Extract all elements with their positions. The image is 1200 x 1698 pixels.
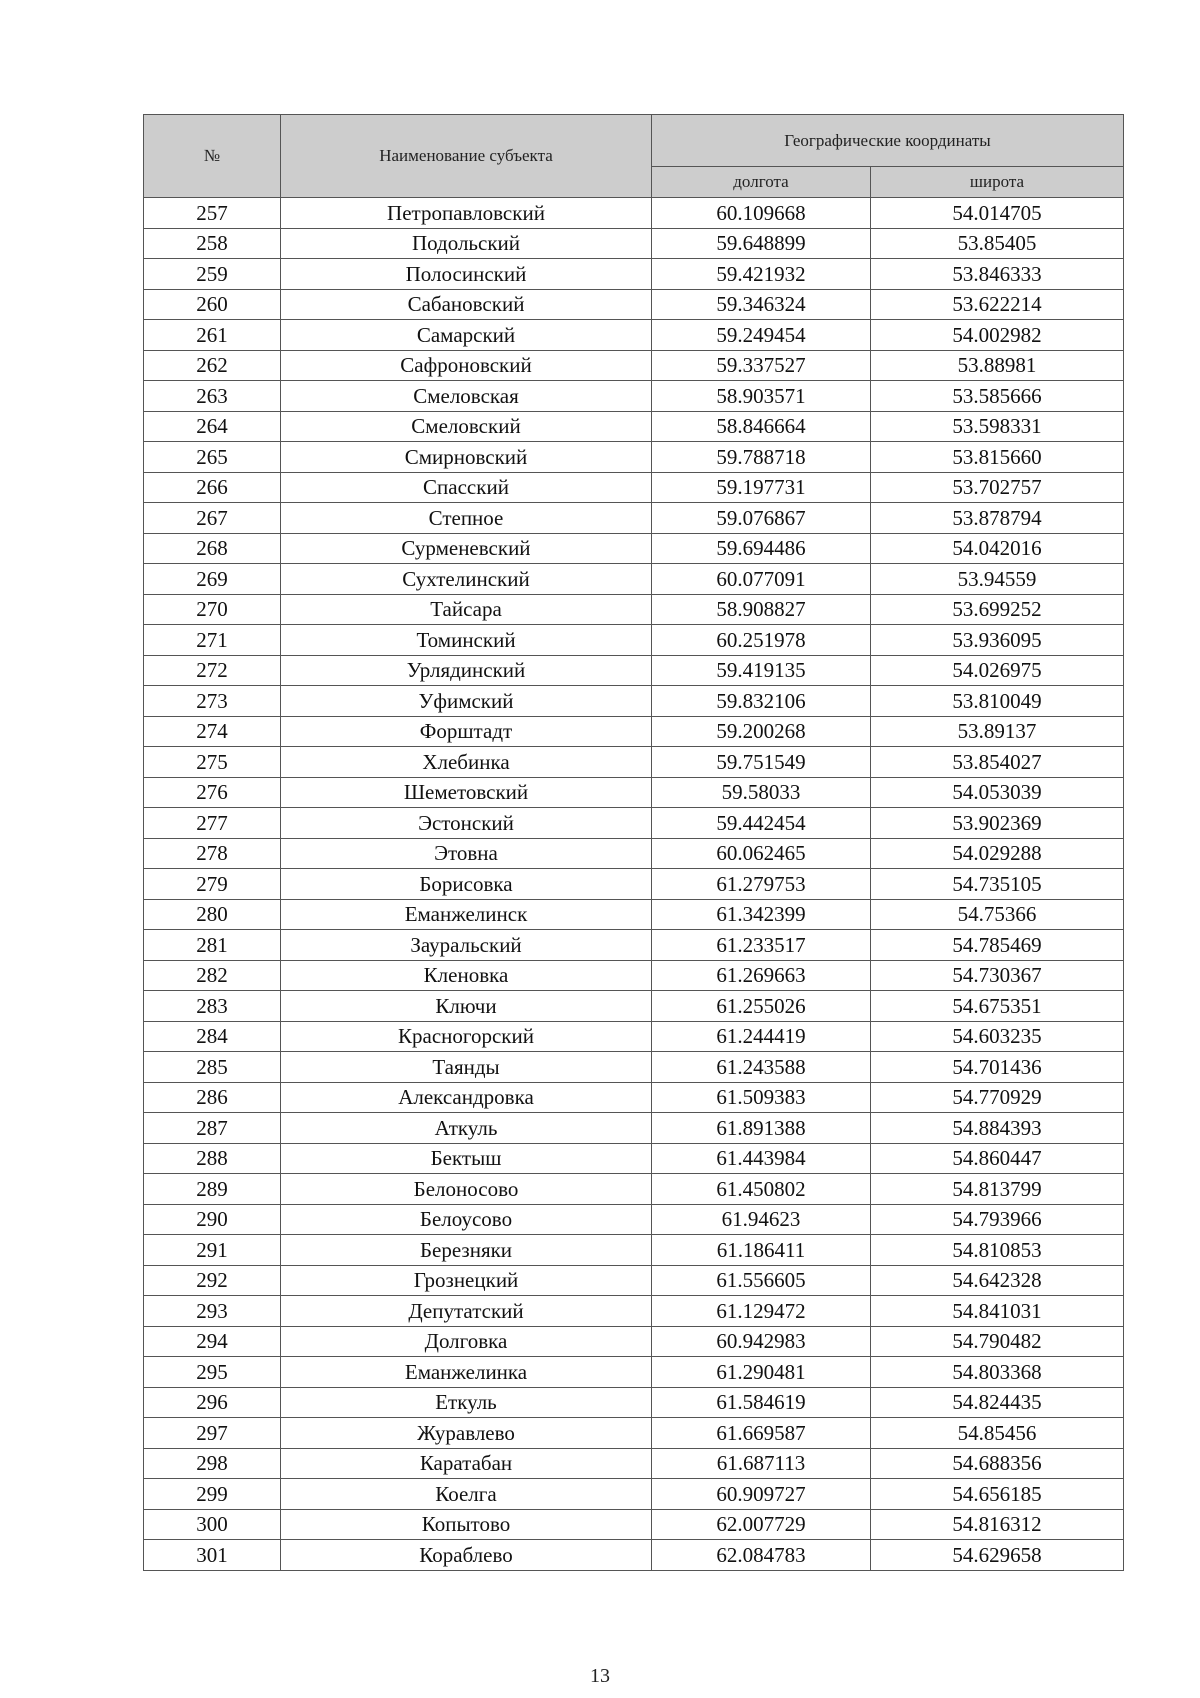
cell-latitude: 53.699252 — [871, 594, 1124, 625]
table-row — [144, 1540, 1124, 1571]
cell-number: 265 — [144, 442, 281, 473]
table-body — [144, 198, 1124, 1571]
cell-name: Таянды — [281, 1052, 652, 1083]
cell-latitude: 54.810853 — [871, 1235, 1124, 1266]
cell-longitude: 61.342399 — [652, 899, 871, 930]
cell-number: 294 — [144, 1326, 281, 1357]
cell-latitude: 53.936095 — [871, 625, 1124, 656]
cell-latitude: 54.813799 — [871, 1174, 1124, 1205]
table-row — [144, 289, 1124, 320]
table-row — [144, 930, 1124, 961]
table-row — [144, 716, 1124, 747]
cell-longitude: 61.186411 — [652, 1235, 871, 1266]
cell-name: Шеметовский — [281, 777, 652, 808]
header-name: Наименование субъекта — [281, 115, 652, 198]
table-row — [144, 1418, 1124, 1449]
table-row — [144, 991, 1124, 1022]
cell-latitude: 54.790482 — [871, 1326, 1124, 1357]
cell-number: 289 — [144, 1174, 281, 1205]
cell-latitude: 54.803368 — [871, 1357, 1124, 1388]
cell-number: 301 — [144, 1540, 281, 1571]
cell-name: Долговка — [281, 1326, 652, 1357]
cell-name: Журавлево — [281, 1418, 652, 1449]
cell-latitude: 54.002982 — [871, 320, 1124, 351]
header-latitude: широта — [871, 167, 1124, 198]
cell-name: Смеловская — [281, 381, 652, 412]
cell-name: Кленовка — [281, 960, 652, 991]
cell-latitude: 53.846333 — [871, 259, 1124, 290]
cell-name: Бектыш — [281, 1143, 652, 1174]
cell-name: Сабановский — [281, 289, 652, 320]
cell-latitude: 54.014705 — [871, 198, 1124, 229]
cell-name: Копытово — [281, 1509, 652, 1540]
table-row — [144, 381, 1124, 412]
cell-longitude: 61.891388 — [652, 1113, 871, 1144]
table-row — [144, 1082, 1124, 1113]
table-row — [144, 1448, 1124, 1479]
table-row — [144, 411, 1124, 442]
cell-longitude: 59.076867 — [652, 503, 871, 534]
cell-longitude: 59.419135 — [652, 655, 871, 686]
cell-number: 261 — [144, 320, 281, 351]
cell-name: Степное — [281, 503, 652, 534]
cell-name: Грознецкий — [281, 1265, 652, 1296]
cell-latitude: 53.88981 — [871, 350, 1124, 381]
table-row — [144, 1357, 1124, 1388]
cell-latitude: 54.860447 — [871, 1143, 1124, 1174]
cell-number: 266 — [144, 472, 281, 503]
cell-longitude: 60.109668 — [652, 198, 871, 229]
cell-number: 264 — [144, 411, 281, 442]
table-row — [144, 1509, 1124, 1540]
cell-longitude: 59.694486 — [652, 533, 871, 564]
cell-name: Борисовка — [281, 869, 652, 900]
table-row — [144, 350, 1124, 381]
cell-name: Эстонский — [281, 808, 652, 839]
cell-number: 258 — [144, 228, 281, 259]
cell-longitude: 60.942983 — [652, 1326, 871, 1357]
cell-longitude: 61.279753 — [652, 869, 871, 900]
cell-name: Сухтелинский — [281, 564, 652, 595]
table-row — [144, 960, 1124, 991]
cell-longitude: 60.077091 — [652, 564, 871, 595]
cell-number: 270 — [144, 594, 281, 625]
cell-longitude: 61.233517 — [652, 930, 871, 961]
table-row — [144, 503, 1124, 534]
cell-number: 285 — [144, 1052, 281, 1083]
cell-number: 297 — [144, 1418, 281, 1449]
cell-latitude: 53.815660 — [871, 442, 1124, 473]
cell-longitude: 59.442454 — [652, 808, 871, 839]
table-row — [144, 808, 1124, 839]
table-row — [144, 777, 1124, 808]
cell-number: 295 — [144, 1357, 281, 1388]
table-row — [144, 320, 1124, 351]
cell-longitude: 61.687113 — [652, 1448, 871, 1479]
table-row — [144, 533, 1124, 564]
cell-number: 278 — [144, 838, 281, 869]
cell-longitude: 58.903571 — [652, 381, 871, 412]
table-row — [144, 472, 1124, 503]
cell-name: Томинский — [281, 625, 652, 656]
cell-latitude: 53.810049 — [871, 686, 1124, 717]
table-row — [144, 228, 1124, 259]
cell-longitude: 62.084783 — [652, 1540, 871, 1571]
cell-number: 283 — [144, 991, 281, 1022]
cell-name: Белоусово — [281, 1204, 652, 1235]
cell-longitude: 60.909727 — [652, 1479, 871, 1510]
cell-longitude: 59.788718 — [652, 442, 871, 473]
coordinates-table — [143, 114, 1124, 1571]
table-row — [144, 1296, 1124, 1327]
cell-latitude: 54.026975 — [871, 655, 1124, 686]
cell-latitude: 54.701436 — [871, 1052, 1124, 1083]
cell-longitude: 62.007729 — [652, 1509, 871, 1540]
cell-number: 271 — [144, 625, 281, 656]
cell-name: Еманжелинка — [281, 1357, 652, 1388]
cell-latitude: 53.598331 — [871, 411, 1124, 442]
cell-name: Спасский — [281, 472, 652, 503]
cell-name: Уфимский — [281, 686, 652, 717]
cell-latitude: 53.585666 — [871, 381, 1124, 412]
cell-number: 287 — [144, 1113, 281, 1144]
cell-number: 282 — [144, 960, 281, 991]
cell-longitude: 59.346324 — [652, 289, 871, 320]
cell-number: 291 — [144, 1235, 281, 1266]
cell-number: 300 — [144, 1509, 281, 1540]
cell-name: Каратабан — [281, 1448, 652, 1479]
header-number: № — [144, 115, 281, 198]
cell-longitude: 61.669587 — [652, 1418, 871, 1449]
cell-number: 269 — [144, 564, 281, 595]
cell-number: 284 — [144, 1021, 281, 1052]
cell-latitude: 54.029288 — [871, 838, 1124, 869]
cell-name: Урлядинский — [281, 655, 652, 686]
cell-latitude: 54.816312 — [871, 1509, 1124, 1540]
cell-latitude: 53.622214 — [871, 289, 1124, 320]
table-row — [144, 1052, 1124, 1083]
cell-number: 298 — [144, 1448, 281, 1479]
cell-longitude: 61.556605 — [652, 1265, 871, 1296]
table-row — [144, 838, 1124, 869]
table-row — [144, 442, 1124, 473]
cell-number: 273 — [144, 686, 281, 717]
cell-longitude: 61.443984 — [652, 1143, 871, 1174]
cell-name: Еткуль — [281, 1387, 652, 1418]
cell-latitude: 53.94559 — [871, 564, 1124, 595]
cell-latitude: 53.89137 — [871, 716, 1124, 747]
table-row — [144, 869, 1124, 900]
cell-name: Смирновский — [281, 442, 652, 473]
cell-number: 267 — [144, 503, 281, 534]
cell-number: 274 — [144, 716, 281, 747]
cell-name: Хлебинка — [281, 747, 652, 778]
table-row — [144, 1204, 1124, 1235]
table-row — [144, 1113, 1124, 1144]
cell-latitude: 54.688356 — [871, 1448, 1124, 1479]
cell-name: Подольский — [281, 228, 652, 259]
cell-longitude: 59.197731 — [652, 472, 871, 503]
cell-number: 260 — [144, 289, 281, 320]
cell-name: Тайсара — [281, 594, 652, 625]
table-row — [144, 1387, 1124, 1418]
cell-number: 276 — [144, 777, 281, 808]
cell-number: 288 — [144, 1143, 281, 1174]
cell-longitude: 59.832106 — [652, 686, 871, 717]
cell-number: 292 — [144, 1265, 281, 1296]
cell-name: Александровка — [281, 1082, 652, 1113]
cell-number: 277 — [144, 808, 281, 839]
cell-latitude: 54.785469 — [871, 930, 1124, 961]
cell-name: Форштадт — [281, 716, 652, 747]
cell-number: 259 — [144, 259, 281, 290]
cell-latitude: 54.603235 — [871, 1021, 1124, 1052]
cell-latitude: 54.629658 — [871, 1540, 1124, 1571]
cell-longitude: 61.290481 — [652, 1357, 871, 1388]
table-row — [144, 564, 1124, 595]
cell-number: 263 — [144, 381, 281, 412]
cell-name: Кораблево — [281, 1540, 652, 1571]
table-row — [144, 655, 1124, 686]
cell-longitude: 61.243588 — [652, 1052, 871, 1083]
cell-latitude: 54.841031 — [871, 1296, 1124, 1327]
table-row — [144, 1235, 1124, 1266]
cell-name: Красногорский — [281, 1021, 652, 1052]
cell-longitude: 59.200268 — [652, 716, 871, 747]
cell-number: 293 — [144, 1296, 281, 1327]
table-row — [144, 686, 1124, 717]
cell-longitude: 61.94623 — [652, 1204, 871, 1235]
cell-longitude: 59.337527 — [652, 350, 871, 381]
table-row — [144, 1021, 1124, 1052]
cell-latitude: 54.053039 — [871, 777, 1124, 808]
cell-longitude: 59.751549 — [652, 747, 871, 778]
cell-name: Полосинский — [281, 259, 652, 290]
cell-number: 257 — [144, 198, 281, 229]
cell-number: 268 — [144, 533, 281, 564]
cell-longitude: 58.908827 — [652, 594, 871, 625]
cell-name: Сафроновский — [281, 350, 652, 381]
cell-latitude: 54.85456 — [871, 1418, 1124, 1449]
cell-latitude: 54.042016 — [871, 533, 1124, 564]
cell-longitude: 59.249454 — [652, 320, 871, 351]
cell-latitude: 54.75366 — [871, 899, 1124, 930]
cell-latitude: 53.85405 — [871, 228, 1124, 259]
cell-longitude: 61.244419 — [652, 1021, 871, 1052]
cell-longitude: 61.584619 — [652, 1387, 871, 1418]
table-row — [144, 198, 1124, 229]
cell-longitude: 58.846664 — [652, 411, 871, 442]
cell-latitude: 54.730367 — [871, 960, 1124, 991]
cell-name: Березняки — [281, 1235, 652, 1266]
cell-name: Аткуль — [281, 1113, 652, 1144]
cell-name: Депутатский — [281, 1296, 652, 1327]
table-row — [144, 899, 1124, 930]
cell-longitude: 60.062465 — [652, 838, 871, 869]
cell-longitude: 61.255026 — [652, 991, 871, 1022]
cell-longitude: 59.58033 — [652, 777, 871, 808]
cell-longitude: 59.421932 — [652, 259, 871, 290]
cell-latitude: 53.902369 — [871, 808, 1124, 839]
cell-name: Ключи — [281, 991, 652, 1022]
cell-longitude: 61.269663 — [652, 960, 871, 991]
cell-latitude: 54.884393 — [871, 1113, 1124, 1144]
cell-latitude: 54.793966 — [871, 1204, 1124, 1235]
table-row — [144, 1265, 1124, 1296]
cell-latitude: 53.854027 — [871, 747, 1124, 778]
cell-latitude: 54.735105 — [871, 869, 1124, 900]
cell-name: Еманжелинск — [281, 899, 652, 930]
table-row — [144, 625, 1124, 656]
table-row — [144, 1326, 1124, 1357]
cell-number: 281 — [144, 930, 281, 961]
cell-latitude: 53.702757 — [871, 472, 1124, 503]
cell-longitude: 61.129472 — [652, 1296, 871, 1327]
cell-name: Коелга — [281, 1479, 652, 1510]
cell-latitude: 54.642328 — [871, 1265, 1124, 1296]
table-row — [144, 747, 1124, 778]
cell-number: 275 — [144, 747, 281, 778]
cell-longitude: 61.509383 — [652, 1082, 871, 1113]
cell-name: Петропавловский — [281, 198, 652, 229]
cell-number: 280 — [144, 899, 281, 930]
header-longitude: долгота — [652, 167, 871, 198]
cell-latitude: 54.675351 — [871, 991, 1124, 1022]
cell-longitude: 61.450802 — [652, 1174, 871, 1205]
cell-latitude: 54.824435 — [871, 1387, 1124, 1418]
cell-name: Зауральский — [281, 930, 652, 961]
table-header — [144, 115, 1124, 198]
cell-number: 279 — [144, 869, 281, 900]
cell-name: Самарский — [281, 320, 652, 351]
cell-number: 290 — [144, 1204, 281, 1235]
cell-name: Белоносово — [281, 1174, 652, 1205]
cell-number: 296 — [144, 1387, 281, 1418]
cell-latitude: 54.656185 — [871, 1479, 1124, 1510]
table-row — [144, 1479, 1124, 1510]
cell-number: 286 — [144, 1082, 281, 1113]
table-row — [144, 1143, 1124, 1174]
cell-longitude: 59.648899 — [652, 228, 871, 259]
cell-number: 262 — [144, 350, 281, 381]
cell-latitude: 54.770929 — [871, 1082, 1124, 1113]
page-number: 13 — [590, 1665, 610, 1687]
cell-name: Этовна — [281, 838, 652, 869]
cell-name: Смеловский — [281, 411, 652, 442]
table-row — [144, 259, 1124, 290]
cell-latitude: 53.878794 — [871, 503, 1124, 534]
cell-name: Сурменевский — [281, 533, 652, 564]
table-row — [144, 594, 1124, 625]
table-row — [144, 1174, 1124, 1205]
cell-number: 299 — [144, 1479, 281, 1510]
cell-number: 272 — [144, 655, 281, 686]
cell-longitude: 60.251978 — [652, 625, 871, 656]
header-coordinates: Географические координаты — [652, 115, 1124, 167]
